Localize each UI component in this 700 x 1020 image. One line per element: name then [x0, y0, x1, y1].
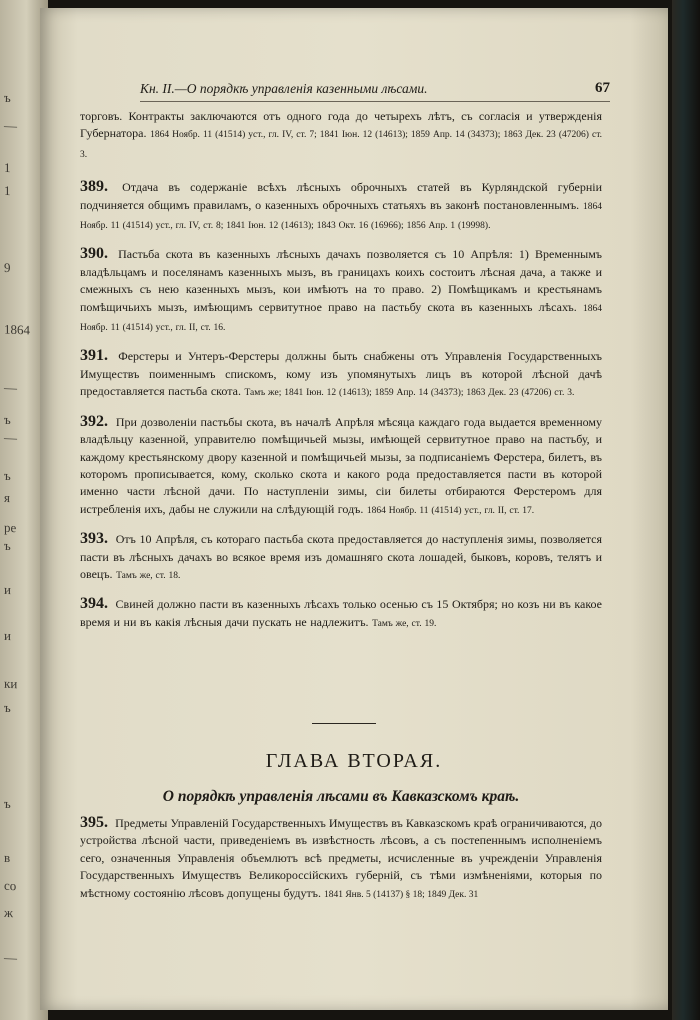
article-391	[80, 347, 602, 402]
left-page-fragment: ъ	[4, 537, 11, 554]
left-page-fragment: ки	[4, 675, 18, 692]
citation: 1864 Ноябр. 11 (41514) уст., гл. IV, ст. 7; 1841 Іюн. 12 (14613); 1859 Апр. 14 (34373); 1863 Дек. 23 (47206) ст. 3.	[80, 130, 602, 160]
article-395	[80, 814, 602, 904]
running-head-text: Кн. II.—О порядкѣ управленія казенными лѣсами.	[140, 81, 428, 96]
left-page-fragment: ж	[4, 904, 13, 921]
citation: Тамъ же, ст. 18.	[116, 570, 181, 581]
book-binding-edge	[672, 0, 700, 1020]
running-head	[140, 81, 610, 102]
citation: 1864 Ноябр. 11 (41514) уст., гл. IV, ст. 8; 1841 Іюн. 12 (14613); 1843 Окт. 16 (16966); 1856 Апр. 1 (19998).	[80, 201, 602, 232]
left-page-fragment: —	[4, 379, 17, 396]
left-page-fragment: ре	[4, 519, 17, 536]
left-page-fragment: ъ	[4, 699, 11, 716]
left-page-fragment: со	[4, 877, 17, 894]
left-page-fragment: —	[4, 429, 17, 446]
left-page-fragment: я	[4, 489, 10, 506]
citation: 1841 Янв. 5 (14137) § 18; 1849 Дек. 31	[323, 889, 479, 900]
paragraph-text: Пастьба скота въ казенныхъ лѣсныхъ дачахъ позволяется съ 10 Апрѣля: 1) Временнымъ владѣльцамъ и поселянамъ казенныхъ мызъ, въ границахъ коихъ состоитъ лѣсная дача, а также и смежныхъ съ нею казенныхъ мызъ, кои имѣютъ на то право. 2) Помѣщикамъ и крестьянамъ помѣщичьихъ мызъ, имѣющимъ сервитутное право на пастьбу скота въ казенныхъ лѣсахъ.	[80, 247, 602, 314]
left-page-fragment: ъ	[4, 467, 11, 484]
citation: 1864 Ноябр. 11 (41514) уст., гл. II, ст. 16.	[80, 303, 602, 334]
chapter-title: ГЛАВА ВТОРАЯ.	[265, 750, 443, 772]
article-number: 390.	[80, 245, 108, 263]
book-page	[40, 8, 668, 1010]
left-page-fragment: и	[4, 581, 11, 598]
article-number: 389.	[80, 178, 108, 196]
article-390	[80, 245, 602, 337]
left-page-fragment: ъ	[4, 89, 11, 106]
paragraph-text: Отъ 10 Апрѣля, съ котораго пастьба скота предоставляется до наступленія зимы, позволяется пасти въ лѣсныхъ дачахъ во всякое время изъ домашняго скота лошадей, быковъ, коровъ, телятъ и овецъ.	[80, 532, 602, 581]
article-number: 393.	[80, 530, 108, 548]
left-page-fragment: 1	[4, 182, 11, 199]
left-page-fragment: ъ	[4, 795, 11, 812]
paragraph-text: При дозволеніи пастьбы скота, въ началѣ Апрѣля мѣсяца каждаго года выдается временному владѣльцу казенной, управителю помѣщичьей мызы, имѣющей сервитутное право на пастьбу, и каждому крестьянскому двору казенной и помѣщичьей мызы, за подписаніемъ Ферстера, билетъ, въ которомъ прописывается, кому, сколько скота и какого рода предоставляется пасти въ которой именно части лѣсной дачи. По наступленіи зимы, сіи билеты отбираются Ферстеромъ для истребленія ихъ, дабы не служили на слѣдующій годъ.	[80, 414, 603, 516]
left-page-fragment: и	[4, 627, 11, 644]
left-page-fragment: ъ	[4, 411, 11, 428]
paragraph-text: торговъ. Контракты заключаются отъ одного года до четырехъ лѣтъ, съ согласія и утвержденія Губернатора.	[80, 109, 602, 141]
chapter-subtitle: О порядкѣ управленія лѣсами въ Кавказскомъ краѣ.	[162, 788, 520, 805]
left-page-fragment: 9	[4, 259, 11, 276]
article-392	[80, 413, 602, 520]
article-number: 395.	[80, 814, 108, 831]
left-page-fragment: в	[4, 849, 11, 866]
article-number: 391.	[80, 347, 108, 365]
article-389	[80, 178, 602, 235]
paragraph-text: Свиней должно пасти въ казенныхъ лѣсахъ только осенью съ 15 Октября; но козъ ни въ какое время и ни въ какія лѣсныя дачи пускать не надлежитъ.	[80, 597, 603, 629]
article-number: 394.	[80, 595, 108, 613]
left-page-fragment: 1864	[4, 321, 30, 338]
paragraph-text: Предметы Управленій Государственныхъ Имуществъ въ Кавказскомъ краѣ ограничиваются, до устройства лѣсной части, приведеніемъ въ извѣстность лѣсовъ, а съ постепеннымъ исполненіемъ сего, означенныя Управленія объемлютъ всѣ предметы, исчисленные въ учрежденіи Управленія Государственныхъ Имуществъ Великороссійскихъ губерній, съ тѣми измѣненіями, которыя по мѣстному состоянію лѣсовъ допущены будутъ.	[80, 816, 603, 900]
section-separator-rule	[312, 723, 376, 724]
paragraph-text: Отдача въ содержаніе всѣхъ лѣсныхъ оброчныхъ статей въ Курляндской губерніи подчиняется общимъ правиламъ, о казенныхъ оброчныхъ статьяхъ въ законѣ постановленнымъ.	[80, 180, 602, 212]
article-394	[80, 595, 602, 633]
citation: Тамъ же, ст. 19.	[372, 618, 437, 629]
left-page-fragment: —	[4, 949, 17, 966]
page-number: 67	[595, 80, 610, 96]
citation: Тамъ же; 1841 Іюн. 12 (14613); 1859 Апр. 14 (34373); 1863 Дек. 23 (47206) ст. 3.	[244, 388, 575, 399]
paragraph-continuation	[80, 108, 602, 164]
article-number: 392.	[80, 412, 108, 430]
paragraph-text: Ферстеры и Унтеръ-Ферстеры должны быть снабжены отъ Управленія Государственныхъ Имуществъ поименнымъ спискомъ, кому изъ упомянутыхъ лицъ въ которой лѣсной дачѣ предоставляется пастьба скота.	[80, 349, 602, 399]
left-page-fragment: 1	[4, 159, 11, 176]
article-body	[80, 108, 602, 643]
article-393	[80, 530, 602, 585]
left-page-fragment: —	[4, 117, 17, 134]
citation: 1864 Ноябр. 11 (41514) уст., гл. II, ст. 17.	[366, 505, 535, 516]
